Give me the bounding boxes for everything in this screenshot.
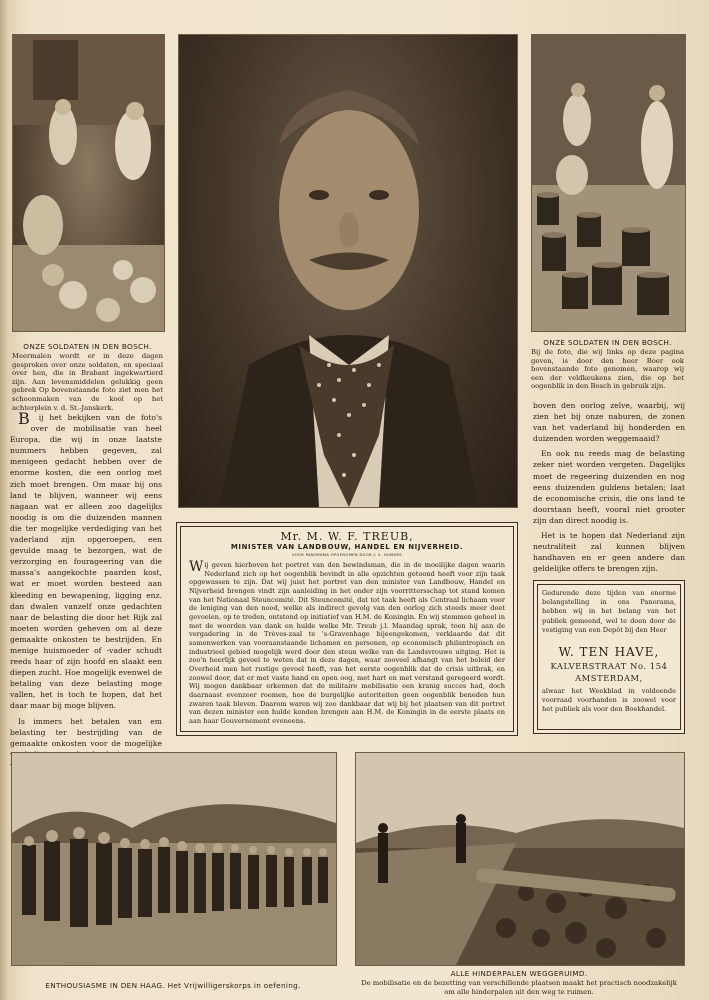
advert-street: KALVERSTRAAT No. 154: [550, 661, 668, 671]
page-fold-shadow: [0, 0, 9, 1000]
caption-text-top-left: Meermalen wordt er in deze dagen gesproken over onze soldaten, en speciaal over hen, die in Brabant ingekwartierd zijn. Aan levensmiddelen gelukkig geen gebrek Op bovenstaande foto ziet men het schoonmaken van de kool op het achterplein v. d. St.-Janskerk.: [12, 352, 163, 412]
left-paragraph-1: Bij het bekijken van de foto's over de mobilisatie van heel Europa, die wij in onze laatste nummers hebben gegeven, zal menigeen gedacht hebben over de enorme kosten, die een oorlog met zich moet brengen. Om maar bij ons land te blijven, wanneer wij eens nagaan wat er alleen zoo dagelijks noodig is om die duizenden mannen die ter mogelijke verdediging van het vaderland zijn opgeroepen, een gevulde maag te bezorgen, wat de verzorging en fourageering van die massa's aangekochte paarden kost, wat er moet worden besteed aan kleeding en bewapening, ligging enz. dan dwalen vanzelf onze gedachten naar de belasting die door het Rijk zal moeten worden geheven om al deze gemaakte onkosten te bestrijden. En menige huismoeder of -vader schudt reeds haar of zijn hoofd en slaakt een diepen zucht. Hoe mogelijk evenwel de betaling van deze belasting moge vallen, het is toch te hopen, dat het daar maar bij moge blijven.: [10, 409, 162, 711]
advert-box: [533, 580, 685, 734]
portrait-treub: [178, 34, 518, 508]
caption-text-bottom-right: De mobilisatie en de bezetting van verschillende plaatsen maakt het practisch noodzakelijk om alle hinderpalen uit den weg te ruimen.: [361, 979, 677, 996]
right-paragraph-2: En ook nu reeds mag de belasting zeker niet worden vergeten. Dagelijks moet de regeering duizenden en nog eens duizenden guldens betalen; laat de economische crisis, die ons land te doorstaan heeft, vooral niet grooter zijn dan direct noodig is.: [533, 449, 685, 525]
right-article-column: [533, 400, 685, 578]
photo-field-kitchen: [531, 34, 686, 332]
treub-role: MINISTER VAN LANDBOUW, HANDEL EN NIJVERHEID.: [230, 543, 464, 551]
left-article-column: [10, 409, 162, 775]
photo-volunteer-corps: [11, 752, 337, 966]
caption-text-top-right: Bij de foto, die wij links op deze pagina geven, is door den heer Boer ook bovenstaande foto genomen, waarop wij een der veldkeukens zien, die op het oogenblik in den Bosch in gebruik zijn.: [531, 348, 684, 391]
advert-city: AMSTERDAM,: [575, 673, 643, 683]
advert-name: W. TEN HAVE,: [558, 645, 660, 659]
left-paragraph-2: Is immers het betalen van em belasting ter bestrijding van de gemaakte onkosten voor de mogelijke: [10, 716, 162, 748]
photo-obstacles-cleared: [355, 752, 685, 966]
caption-title-top-left: ONZE SOLDATEN IN DEN BOSCH.: [23, 342, 152, 351]
caption-title-bottom-right: ALLE HINDERPALEN WEGGERUIMD.: [450, 969, 588, 978]
caption-bottom-left: ENTHOUSIASME IN DEN HAAG. Het Vrijwilligerskorps in oefening.: [45, 981, 301, 990]
photo-soldiers-cabbage: [12, 34, 165, 332]
treub-name: Mr. M. W. F. TREUB,: [280, 530, 414, 543]
treub-photo-credit: VOOR PANORAMA OPGENOMEN DOOR J. S. HUMARS: [292, 553, 402, 557]
treub-body-text: Wij geven hierboven het portret van den bewindsman, die in de moeilijke dagen waarin Nederland zich op het oogenblik bevindt in alle opzichten getoond heeft voor zijn taak opgewassen te zijn. Dat wij juist het portret van den minister van Landbouw, Handel en Nijverheid brengen vindt zijn aanleiding in het onder zijn voorrittersschap tot stand komen van het Nationaal Steuncomité. Dit Steuncomité, dat tot taak heeft als Centraal lichaam voor de leniging van den nood, welke als indirect gevolg van den oorlog zich steeds meer doet gevoelen, op te treden, ontstond op initiatief van H.M. de Koningin. En wij stemmen geheel in met de woorden van dank en hulde welke Mr. Treub j.l. Maandag sprak, toen hij aan de vergadering in de Trèves-zaal te 's-Gravenhage bijeengekomen, verklaarde dat dit samenwerken van vooraanstaande lichamen en personen, op economisch philantropisch en industrieel gebied mogelijk werd door den steun welke van de Landsvrouwe uitging. Het is zoo'n heerlijk gevoel te weten dat in deze dagen, waar zooveel afhangt van het beleid der Overheid men het rustige gevoel heeft, van het eerste oogenblik dat de crisis uitbrak, en zoowel door, dat er met vaste hand en open oog, met hart en met verstand geregeerd wordt. Wij mogen dankbaar erkennen dat de militaire mobilisatie een kranig succes had, doch daarnaast evenzeer roemen, hoe de burgelijke autoriteiten geen oogenblik beneden hun zwaren taak bleven. Daarom waren wij zoo dankbaar dat wij bij het plaatsen van dit portret van dezen minister een hulde konden brengen aan H.M. de Koningin in de eerste plaats en aan haar Gouvernement eveneens.: [189, 559, 505, 725]
right-paragraph-3: Het is te hopen dat Nederland zijn neutraliteit zal kunnen blijven handhaven en er geen andere dan geldelijke offers te brengen zijn.: [533, 531, 685, 574]
right-paragraph-1: boven den oorlog zelve, waarbij, wij zien het bij onze naburen, de zonen van het vaderland bij honderden en duizenden worden weggemaaid?: [533, 401, 685, 444]
treub-article-box: [176, 522, 518, 736]
advert-text: Gedurende deze tijden van enorme belangstelling in ons Panorama, hebben wij in het belang van het publiek gemeend, wel te doen door de vestiging van een Depôt bij den Heer: [542, 589, 676, 634]
caption-title-top-right: ONZE SOLDATEN IN DEN BOSCH.: [543, 338, 672, 347]
advert-text-2: alwaar het Weekblad in voldoende voorraad voorhanden is zoowel voor het publiek als voor den Boekhandel.: [542, 687, 676, 714]
